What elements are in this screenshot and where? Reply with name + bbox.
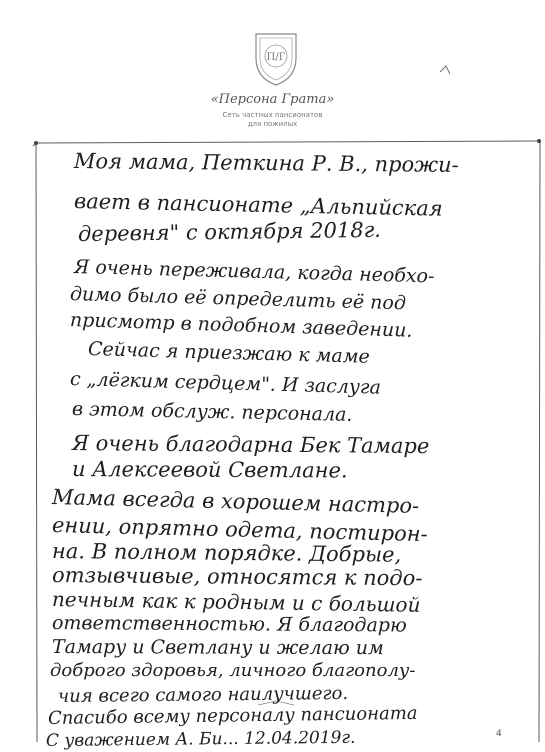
letter-line: Сейчас я приезжаю к маме: [87, 338, 371, 368]
letter-line: димо было её определить её под: [69, 283, 407, 315]
letter-line: вает в пансионате „Альпийская: [73, 189, 443, 221]
letter-line: С уважением А. Би... 12.04.2019г.: [45, 727, 356, 751]
letter-line: на. В полном порядке. Добрые,: [51, 539, 402, 567]
letter-line: печным как к родным и с большой: [51, 587, 421, 617]
letter-line: ении, опрятно одета, постирон-: [51, 513, 428, 547]
letter-line: и Алексеевой Светлане.: [71, 457, 348, 483]
letter-line: с „лёгким сердцем". И заслуга: [69, 368, 382, 399]
brand-name: «Персона Грата»: [210, 92, 335, 107]
letter-line: Тамару и Светлану и желаю им: [51, 636, 384, 660]
letter-line: присмотр в подобном заведении.: [69, 309, 413, 342]
letter-line: Моя мама, Петкина Р. В., прожи-: [73, 149, 459, 178]
letter-line: деревня" с октября 2018г.: [77, 217, 382, 246]
page-number: 4: [496, 729, 502, 739]
letter-line: Мама всегда в хорошем настро-: [51, 485, 420, 518]
letter-line: чия всего самого наилучшего.: [57, 682, 349, 707]
letter-line: отзывчивые, относятся к подо-: [51, 563, 423, 591]
letter-line: Я очень благодарна Бек Тамаре: [71, 431, 430, 459]
tagline-line-1: Сеть частных пансионатов: [222, 111, 323, 119]
tagline-line-2: для пожилых: [247, 120, 298, 128]
letter-line: ответственностью. Я благодарю: [51, 612, 407, 637]
letter-line: доброго здоровья, личного благополу-: [50, 660, 416, 681]
letter-line: Спасибо всему персоналу пансионата: [47, 702, 418, 729]
monogram-text: П/Г: [266, 52, 286, 63]
letter-line: Я очень переживала, когда необхо-: [73, 256, 435, 288]
letter-line: в этом обслуж. персонала.: [71, 398, 353, 426]
